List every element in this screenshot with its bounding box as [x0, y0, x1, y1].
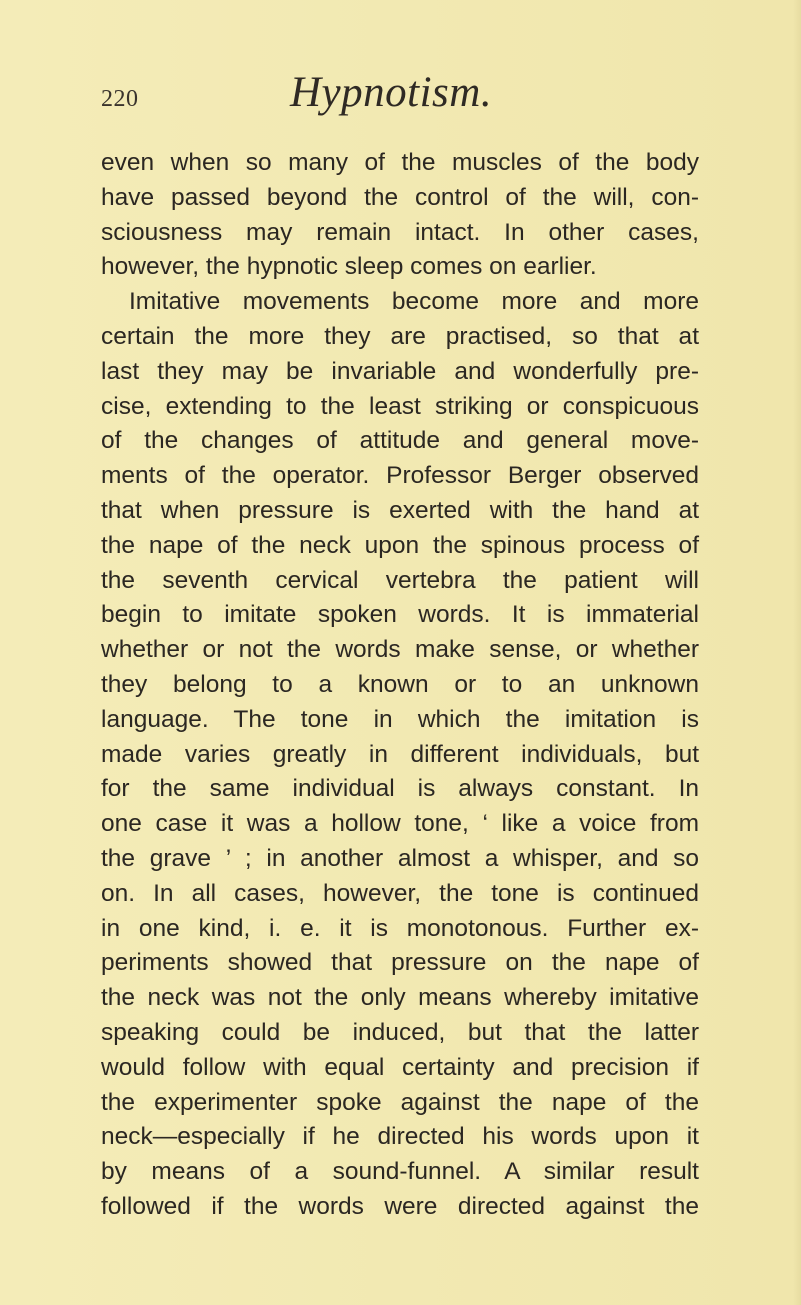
text-line: made varies greatly in different individuals, but — [101, 740, 699, 768]
text-line: for the same individual is always constant. In — [101, 775, 699, 803]
text-line: followed if the words were directed against the — [101, 1192, 699, 1220]
text-line: ments of the operator. Professor Berger observed — [101, 462, 699, 490]
text-line: last they may be invariable and wonderfully pre- — [101, 357, 699, 385]
page-header — [0, 68, 801, 128]
text-line: neck—especially if he directed his words upon it — [101, 1123, 699, 1151]
text-line: begin to imitate spoken words. It is immaterial — [101, 601, 699, 629]
text-line: one case it was a hollow tone, ‘ like a voice from — [101, 810, 699, 838]
text-line: by means of a sound-funnel. A similar result — [101, 1158, 699, 1186]
text-line: cise, extending to the least striking or conspicuous — [101, 392, 699, 420]
text-line: that when pressure is exerted with the hand at — [101, 496, 699, 524]
text-line: the grave ’ ; in another almost a whisper, and so — [101, 844, 699, 872]
body-text — [101, 146, 699, 1225]
paragraph-start-line: Imitative movements become more and more — [129, 288, 699, 316]
text-line: speaking could be induced, but that the latter — [101, 1018, 699, 1046]
text-line: the seventh cervical vertebra the patient will — [101, 566, 699, 594]
text-line: the nape of the neck upon the spinous process of — [101, 531, 699, 559]
text-line: they belong to a known or to an unknown — [101, 670, 699, 698]
text-line: have passed beyond the control of the will, con- — [101, 183, 699, 211]
text-line: even when so many of the muscles of the body — [101, 149, 699, 176]
text-line: certain the more they are practised, so that at — [101, 322, 699, 350]
text-line: whether or not the words make sense, or whether — [101, 636, 699, 664]
text-line: would follow with equal certainty and precision if — [101, 1053, 699, 1081]
text-line: of the changes of attitude and general move- — [101, 427, 699, 455]
text-line: periments showed that pressure on the nape of — [101, 949, 699, 977]
page-edge-shadow — [793, 0, 801, 1305]
text-line: however, the hypnotic sleep comes on earlier. — [101, 253, 597, 281]
text-line: language. The tone in which the imitation is — [101, 705, 699, 733]
text-line: on. In all cases, however, the tone is continued — [101, 879, 699, 907]
text-line: in one kind, i. e. it is monotonous. Further ex- — [101, 914, 699, 942]
text-line: the neck was not the only means whereby imitative — [101, 984, 699, 1012]
running-head-title: Hypnotism. — [290, 69, 493, 116]
text-line: sciousness may remain intact. In other cases, — [101, 218, 699, 246]
page-number: 220 — [101, 86, 139, 112]
text-line: the experimenter spoke against the nape of the — [101, 1088, 699, 1116]
